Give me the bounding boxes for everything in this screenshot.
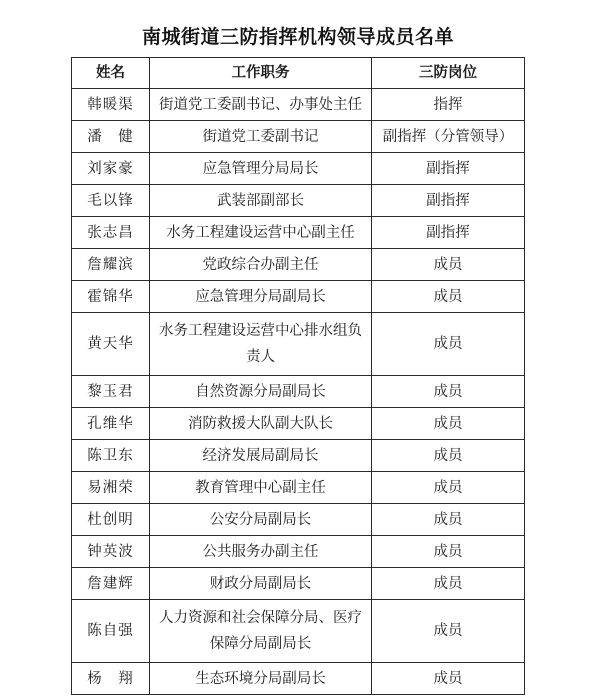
table-row — [72, 440, 525, 472]
duty-cell: 应急管理分局副局长 — [150, 281, 372, 313]
name-cell: 钟英波 — [72, 536, 150, 568]
table-row — [72, 376, 525, 408]
table-row — [72, 121, 525, 153]
duty-cell: 自然资源分局副局长 — [150, 376, 372, 408]
role-cell: 成员 — [372, 536, 525, 568]
table-row — [72, 153, 525, 185]
role-cell: 副指挥 — [372, 217, 525, 249]
table-row — [72, 504, 525, 536]
duty-cell: 教育管理中心副主任 — [150, 472, 372, 504]
role-cell: 成员 — [372, 281, 525, 313]
header-duty: 工作职务 — [150, 58, 372, 89]
duty-cell: 水务工程建设运营中心排水组负责人 — [150, 313, 372, 376]
table-body — [72, 89, 525, 695]
name-cell: 杨 翔 — [72, 663, 150, 695]
role-cell: 成员 — [372, 504, 525, 536]
name-cell: 黎玉君 — [72, 376, 150, 408]
name-cell: 韩暖渠 — [72, 89, 150, 121]
duty-cell: 消防救援大队副大队长 — [150, 408, 372, 440]
name-cell: 潘 健 — [72, 121, 150, 153]
leadership-roster-table — [71, 57, 525, 695]
role-cell: 成员 — [372, 472, 525, 504]
name-cell: 孔维华 — [72, 408, 150, 440]
header-name: 姓名 — [72, 58, 150, 89]
table-row — [72, 217, 525, 249]
duty-cell: 公共服务办副主任 — [150, 536, 372, 568]
name-cell: 张志昌 — [72, 217, 150, 249]
name-cell: 刘家豪 — [72, 153, 150, 185]
duty-cell: 人力资源和社会保障分局、医疗保障分局副局长 — [150, 600, 372, 663]
role-cell: 副指挥（分管领导） — [372, 121, 525, 153]
table-row — [72, 281, 525, 313]
table-row — [72, 663, 525, 695]
table-row — [72, 536, 525, 568]
duty-cell: 街道党工委副书记、办事处主任 — [150, 89, 372, 121]
table-row — [72, 472, 525, 504]
duty-cell: 财政分局副局长 — [150, 568, 372, 600]
name-cell: 易湘荣 — [72, 472, 150, 504]
duty-cell: 党政综合办副主任 — [150, 249, 372, 281]
table-row — [72, 600, 525, 663]
role-cell: 成员 — [372, 663, 525, 695]
header-role: 三防岗位 — [372, 58, 525, 89]
duty-cell: 水务工程建设运营中心副主任 — [150, 217, 372, 249]
duty-cell: 应急管理分局局长 — [150, 153, 372, 185]
role-cell: 成员 — [372, 440, 525, 472]
name-cell: 詹建辉 — [72, 568, 150, 600]
role-cell: 成员 — [372, 568, 525, 600]
table-row — [72, 568, 525, 600]
role-cell: 成员 — [372, 408, 525, 440]
role-cell: 成员 — [372, 249, 525, 281]
role-cell: 成员 — [372, 376, 525, 408]
name-cell: 詹耀滨 — [72, 249, 150, 281]
table-row — [72, 408, 525, 440]
name-cell: 黄天华 — [72, 313, 150, 376]
duty-cell: 公安分局副局长 — [150, 504, 372, 536]
name-cell: 杜创明 — [72, 504, 150, 536]
duty-cell: 经济发展局副局长 — [150, 440, 372, 472]
name-cell: 陈自强 — [72, 600, 150, 663]
document-title: 南城街道三防指挥机构领导成员名单 — [141, 26, 454, 48]
role-cell: 指挥 — [372, 89, 525, 121]
name-cell: 陈卫东 — [72, 440, 150, 472]
role-cell: 副指挥 — [372, 185, 525, 217]
role-cell: 成员 — [372, 600, 525, 663]
table-row — [72, 313, 525, 376]
table-header — [72, 58, 525, 89]
name-cell: 毛以锋 — [72, 185, 150, 217]
duty-cell: 生态环境分局副局长 — [150, 663, 372, 695]
table-row — [72, 185, 525, 217]
duty-cell: 武装部副部长 — [150, 185, 372, 217]
duty-cell: 街道党工委副书记 — [150, 121, 372, 153]
header-row — [72, 58, 525, 89]
name-cell: 霍锦华 — [72, 281, 150, 313]
role-cell: 成员 — [372, 313, 525, 376]
table-row — [72, 89, 525, 121]
table-row — [72, 249, 525, 281]
role-cell: 副指挥 — [372, 153, 525, 185]
